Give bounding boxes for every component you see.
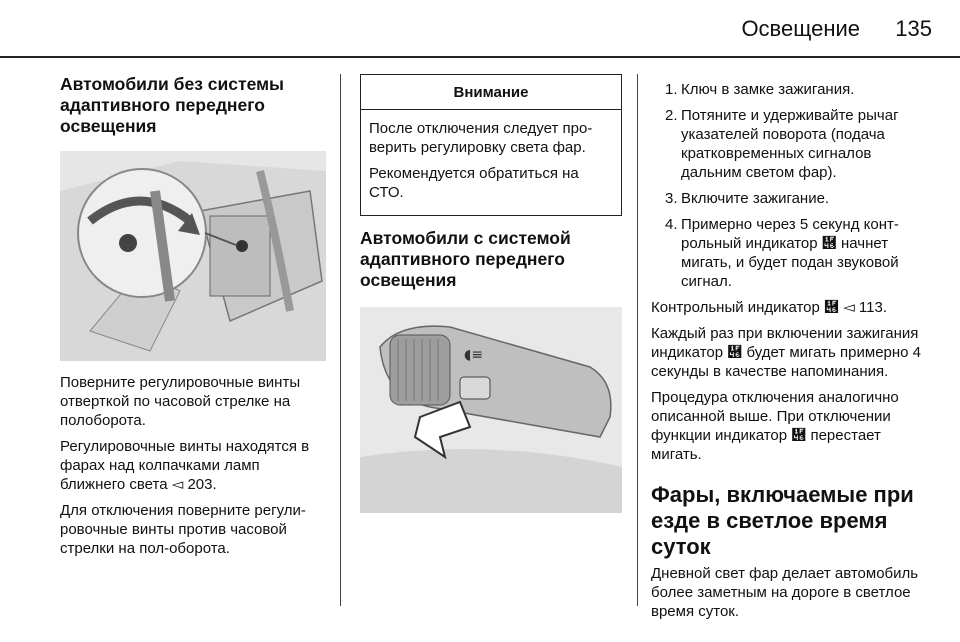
paragraph-reminder: Каждый раз при включении зажигания индикатор ὆ будет мигать примерно 4 секунды в качестве напоминания.: [651, 325, 922, 380]
headlight-adjust-screw-illustration-icon: [60, 151, 326, 361]
cross-reference-page: 203.: [187, 476, 217, 493]
steps-list: [651, 80, 931, 291]
list-item: 4. Примерно через 5 секунд контрольный индикатор ὆ начнет мигать, и будет подан звуковой сигнал.: [665, 216, 899, 290]
section-heading-no-afl: Автомобили без системы адаптивного переднего освещения: [60, 74, 284, 136]
list-item: 1. Ключ в замке зажигания.: [665, 81, 855, 98]
headlight-adjust-figure: [60, 151, 326, 361]
column-divider-2: [637, 74, 638, 606]
callout-paragraph-1: После отключения следует проверить регулировку света фар.: [369, 120, 593, 156]
header-rule: [0, 56, 960, 58]
paragraph-indicator-ref: Контрольный индикатор ὆ ◅ 113.: [651, 298, 888, 316]
turn-signal-lever-illustration-icon: [360, 307, 622, 513]
svg-text:◖≡: ◖≡: [464, 347, 484, 363]
list-item: 2. Потяните и удерживайте рычаг указателей поворота (подача кратковременных сигналов дальним светом фар).: [665, 107, 899, 181]
column-1: [60, 66, 326, 565]
column-divider-1: [340, 74, 341, 606]
indicator-icon: ὆: [791, 426, 807, 444]
warning-callout: [360, 74, 622, 216]
cross-reference-page: 113.: [858, 299, 888, 316]
paragraph-screw-location: Регулировочные винты находятся в фарах над колпачками ламп ближнего света ◅ 203.: [60, 438, 310, 493]
cross-reference-arrow-icon: ◅: [843, 298, 855, 316]
cross-reference-arrow-icon: ◅: [171, 475, 184, 493]
callout-title: Внимание: [361, 75, 621, 110]
paragraph-disable-procedure: Процедура отключения аналогично описанной выше. При отключении функции индикатор ὆ перестает мигать.: [651, 389, 899, 463]
page-header-title: Освещение: [741, 16, 860, 41]
callout-paragraph-2: Рекомендуется обратиться на СТО.: [369, 165, 579, 201]
section-heading-afl: Автомобили с системой адаптивного переднего освещения: [360, 228, 571, 290]
paragraph-daytime-lights: Дневной свет фар делает автомобиль более заметным на дороге в светлое время суток.: [651, 565, 919, 620]
list-item: 3. Включите зажигание.: [665, 190, 830, 207]
turn-lever-figure: [360, 307, 622, 513]
indicator-icon: ὆: [727, 343, 743, 361]
indicator-icon: ὆: [821, 234, 837, 252]
paragraph-turn-screws: Поверните регулировочные винты отверткой по часовой стрелке на полоборота.: [60, 374, 301, 429]
page-number: 135: [895, 16, 932, 41]
column-2: [360, 66, 622, 513]
section-heading-daytime-lights: Фары, включаемые при езде в светлое время суток: [651, 482, 914, 559]
indicator-icon: ὆: [824, 298, 840, 316]
column-3: [651, 66, 931, 628]
paragraph-disable: Для отключения поверните регулировочные винты против часовой стрелки на пол-оборота.: [60, 502, 306, 557]
